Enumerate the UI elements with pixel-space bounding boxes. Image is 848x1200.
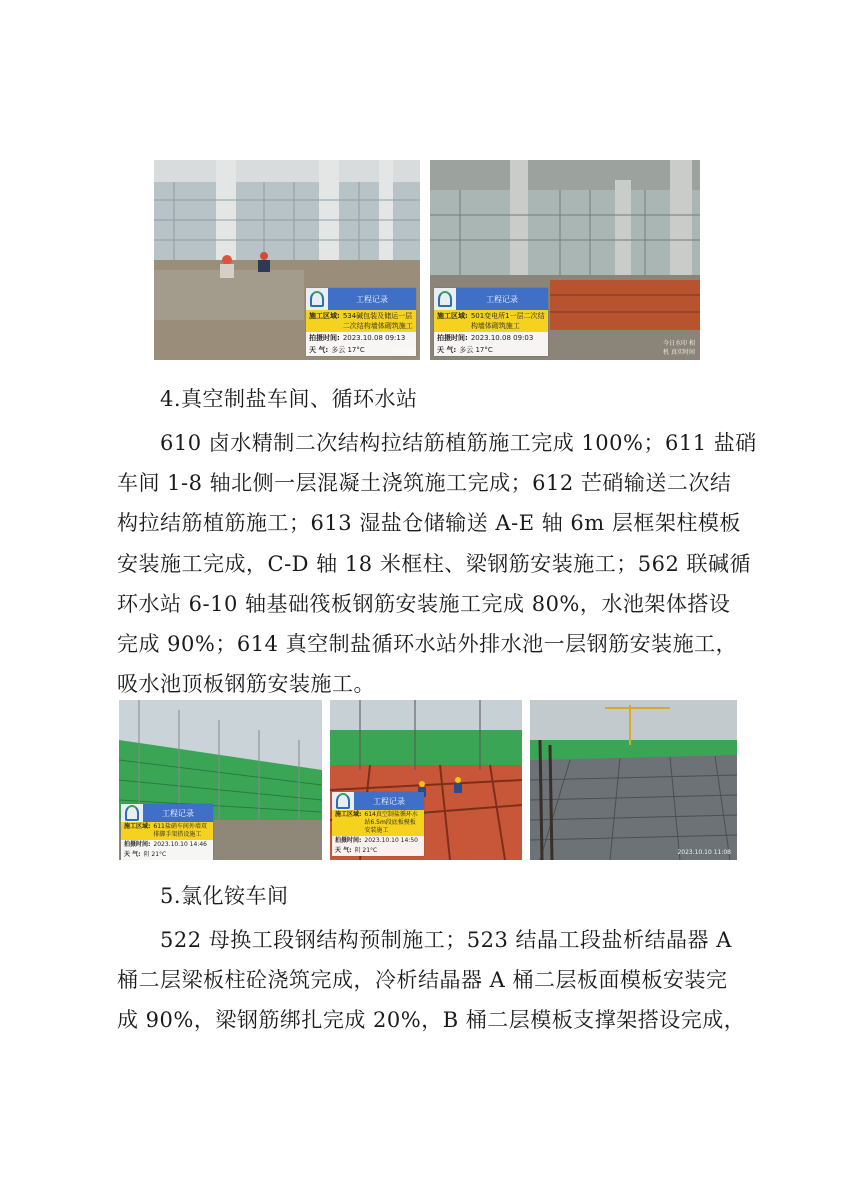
photo-building-534-masonry xyxy=(154,160,420,360)
weather-label: 天 气: xyxy=(309,346,329,354)
area-label: 施工区域: xyxy=(335,811,362,818)
work-record-stamp xyxy=(306,288,416,356)
weather-value: 阴 21°C xyxy=(354,847,378,854)
weather-label: 天 气: xyxy=(335,847,352,854)
time-value: 2023.10.10 14:46 xyxy=(153,841,207,848)
section-4-line: 吸水池顶板钢筋安装施工。 xyxy=(117,672,375,696)
stamp-title: 工程记录 xyxy=(328,288,416,310)
watermark: 真实时间 xyxy=(391,349,416,356)
section-5-line: 成 90%，梁钢筋绑扎完成 20%，B 桶二层模板支撑架搭设完成， xyxy=(117,1008,746,1032)
time-label: 拍摄时间: xyxy=(437,334,468,342)
area-label: 施工区域: xyxy=(309,312,340,320)
time-value: 2023.10.08 09:13 xyxy=(342,334,406,342)
section-5-heading: 5.氯化铵车间 xyxy=(160,884,289,908)
work-record-stamp xyxy=(332,792,424,856)
weather-label: 天 气: xyxy=(124,851,141,858)
weather-label: 天 气: xyxy=(437,346,457,354)
area-value: 611盐硝车间外墙双排脚手架搭设施工 xyxy=(153,823,207,838)
work-record-stamp xyxy=(434,288,548,356)
time-label: 拍摄时间: xyxy=(309,334,340,342)
area-value: 534碱包装及储运一层二次结构墙体砌筑施工 xyxy=(342,312,413,330)
section-5-line: 桶二层梁板柱砼浇筑完成，冷析结晶器 A 桶二层板面模板安装完 xyxy=(117,968,728,992)
stamp-title: 工程记录 xyxy=(354,792,424,810)
photo-pool-roof-rebar xyxy=(530,700,737,860)
photo-substation-501-masonry xyxy=(430,160,700,360)
time-label: 拍摄时间: xyxy=(124,841,151,848)
company-logo-icon xyxy=(434,288,456,310)
company-logo-icon xyxy=(332,792,354,810)
company-logo-icon xyxy=(121,804,143,822)
photo-611-scaffolding xyxy=(119,700,322,860)
area-label: 施工区域: xyxy=(124,823,151,830)
time-value: 2023.10.08 09:03 xyxy=(470,334,534,342)
stamp-title: 工程记录 xyxy=(143,804,213,822)
area-value: 614真空制盐循环水站6.5m段底板模板安装施工 xyxy=(364,811,418,834)
photo-timestamp: 2023.10.10 11:08 xyxy=(677,849,731,856)
section-4-line: 610 卤水精制二次结构拉结筋植筋施工完成 100%；611 盐硝 xyxy=(160,431,757,455)
work-record-stamp xyxy=(121,804,213,860)
weather-value: 多云 17°C xyxy=(459,346,493,354)
section-4-line: 车间 1-8 轴北侧一层混凝土浇筑施工完成；612 芒硝输送二次结 xyxy=(117,471,732,495)
weather-value: 阴 21°C xyxy=(143,851,167,858)
watermark: 今日水印 相机 真实时间 xyxy=(663,340,695,356)
area-value: 501变电所1一层二次结构墙体砌筑施工 xyxy=(470,312,545,330)
section-4-line: 完成 90%；614 真空制盐循环水站外排水池一层钢筋安装施工， xyxy=(117,632,738,656)
stamp-title: 工程记录 xyxy=(456,288,548,310)
photo-614-formwork xyxy=(330,700,522,860)
section-4-line: 构拉结筋植筋施工；613 湿盐仓储输送 A-E 轴 6m 层框架柱模板 xyxy=(117,511,741,535)
time-label: 拍摄时间: xyxy=(335,837,362,844)
section-4-heading: 4.真空制盐车间、循环水站 xyxy=(160,387,418,411)
section-5-line: 522 母换工段钢结构预制施工；523 结晶工段盐析结晶器 A xyxy=(160,928,732,952)
time-value: 2023.10.10 14:50 xyxy=(364,837,418,844)
section-4-line: 安装施工完成，C-D 轴 18 米框柱、梁钢筋安装施工；562 联碱循 xyxy=(117,552,752,576)
section-4-line: 环水站 6-10 轴基础筏板钢筋安装施工完成 80%，水池架体搭设 xyxy=(117,592,731,616)
company-logo-icon xyxy=(306,288,328,310)
area-label: 施工区域: xyxy=(437,312,468,320)
weather-value: 多云 17°C xyxy=(331,346,365,354)
